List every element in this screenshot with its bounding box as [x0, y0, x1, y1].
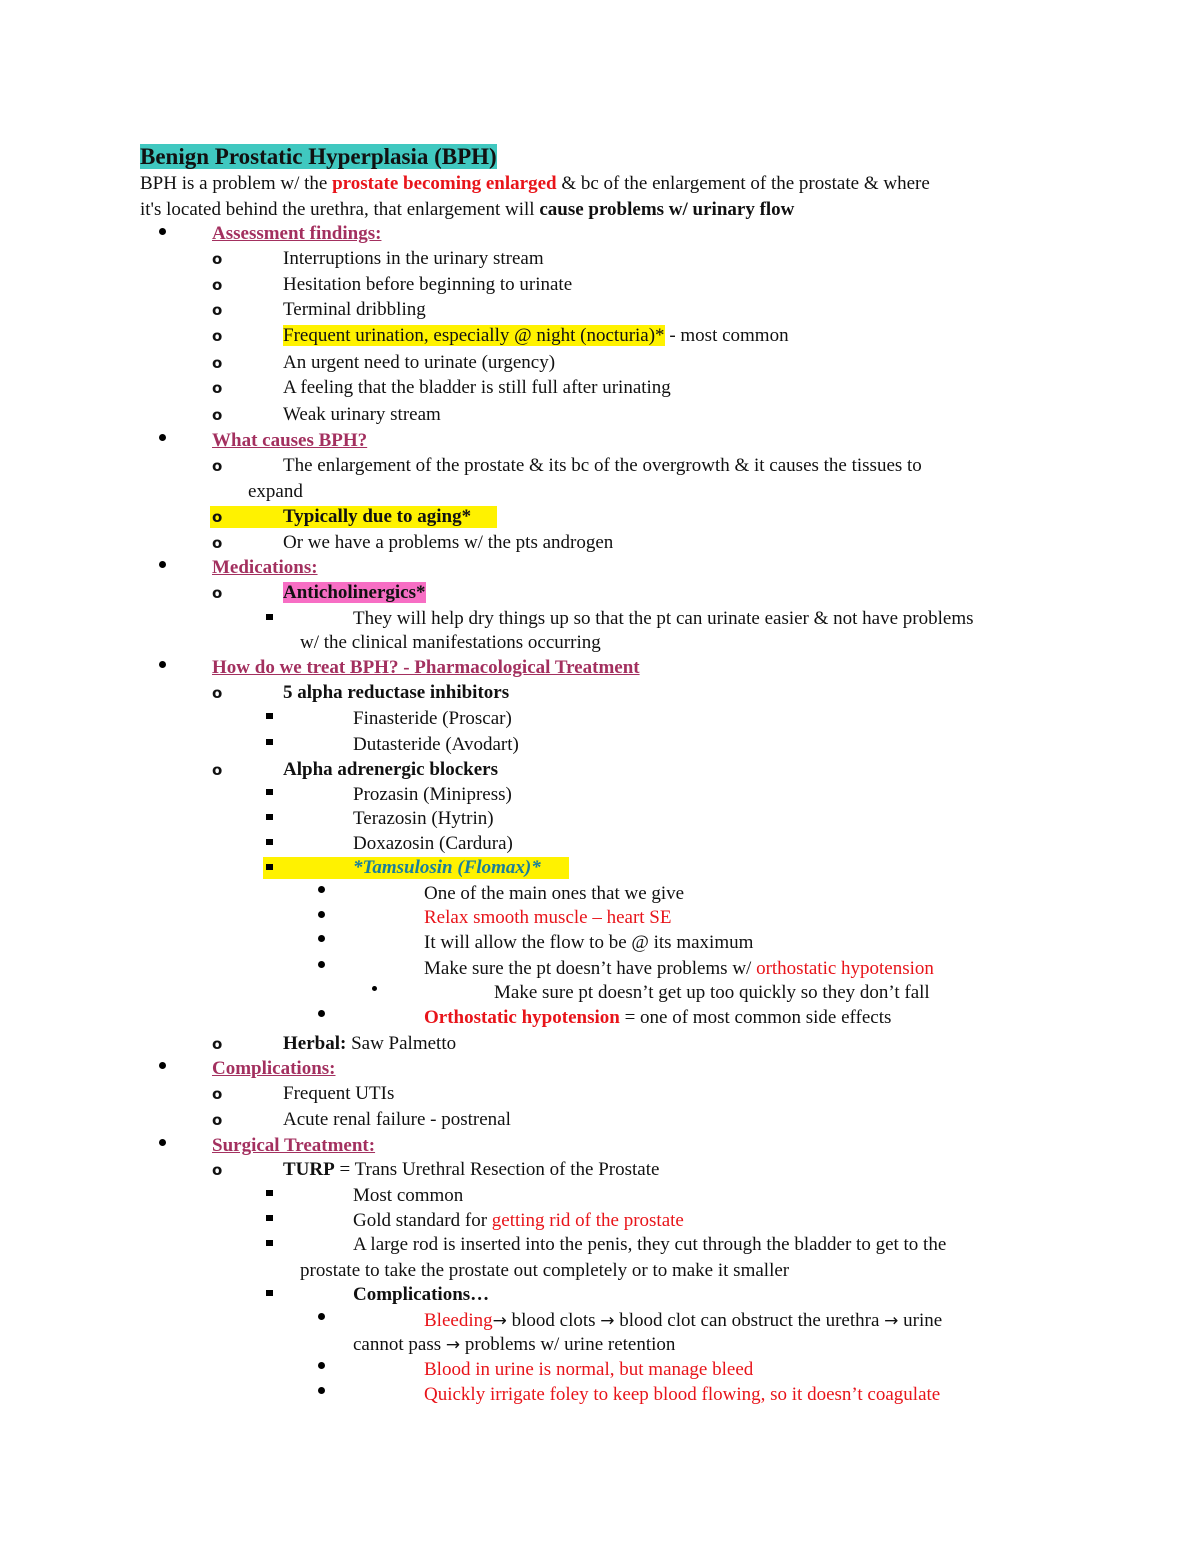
intro-line-1: BPH is a problem w/ the prostate becoming enlarged & bc of the enlargement of the prostate & where	[140, 173, 930, 194]
arrow-right-icon: →	[492, 1311, 507, 1331]
square-bullet-icon	[266, 839, 273, 845]
bullet-icon	[159, 561, 169, 571]
circle-bullet-icon: o	[212, 250, 223, 268]
list-item: Prozasin (Minipress)	[353, 784, 512, 805]
bullet-icon	[159, 1139, 169, 1149]
list-item: Make sure pt doesn’t get up too quickly so they don’t fall	[494, 982, 930, 1003]
list-item-continuation: expand	[248, 481, 303, 502]
list-item: Gold standard for getting rid of the prostate	[353, 1210, 684, 1231]
list-item: A large rod is inserted into the penis, they cut through the bladder to get to the	[353, 1234, 947, 1255]
list-item: Terazosin (Hytrin)	[353, 808, 494, 829]
list-item: Dutasteride (Avodart)	[353, 734, 519, 755]
circle-bullet-icon: o	[212, 508, 223, 526]
list-item: Or we have a problems w/ the pts androgen	[283, 532, 614, 553]
bullet-icon	[318, 886, 326, 894]
circle-bullet-icon: o	[212, 327, 223, 345]
list-item: They will help dry things up so that the pt can urinate easier & not have problems	[353, 608, 974, 629]
list-item: Terminal dribbling	[283, 299, 426, 320]
list-item-aging: Typically due to aging*	[283, 506, 472, 527]
list-item: It will allow the flow to be @ its maximum	[424, 932, 754, 953]
group-title: 5 alpha reductase inhibitors	[283, 682, 510, 703]
list-item-anticholinergics: Anticholinergics*	[283, 582, 426, 603]
bullet-icon	[159, 434, 169, 444]
circle-bullet-icon: o	[212, 406, 223, 424]
square-bullet-icon	[266, 713, 273, 719]
list-item: Finasteride (Proscar)	[353, 708, 512, 729]
circle-bullet-icon: o	[212, 354, 223, 372]
bullet-icon	[318, 935, 326, 943]
list-item-tamsulosin: *Tamsulosin (Flomax)*	[353, 857, 541, 878]
bullet-icon	[318, 1010, 326, 1018]
circle-bullet-icon: o	[212, 457, 223, 475]
bullet-icon	[159, 228, 169, 238]
list-item: Frequent UTIs	[283, 1083, 395, 1104]
circle-bullet-icon: o	[212, 761, 223, 779]
circle-bullet-icon: o	[212, 534, 223, 552]
arrow-right-icon: →	[884, 1311, 899, 1331]
list-item: Relax smooth muscle – heart SE	[424, 907, 672, 928]
list-item: Blood in urine is normal, but manage bleed	[424, 1359, 754, 1380]
bullet-icon	[372, 986, 378, 992]
bullet-icon	[318, 911, 326, 919]
causes-heading: What causes BPH?	[212, 430, 368, 451]
group-title: Alpha adrenergic blockers	[283, 759, 498, 780]
circle-bullet-icon: o	[212, 584, 223, 602]
square-bullet-icon	[266, 1190, 273, 1196]
circle-bullet-icon: o	[212, 1085, 223, 1103]
circle-bullet-icon: o	[212, 301, 223, 319]
list-item: The enlargement of the prostate & its bc of the overgrowth & it causes the tissues to	[283, 455, 922, 476]
intro-red-phrase: prostate becoming enlarged	[332, 173, 557, 194]
square-bullet-icon	[266, 1240, 273, 1246]
square-bullet-icon	[266, 614, 273, 620]
circle-bullet-icon: o	[212, 684, 223, 702]
list-item-continuation: w/ the clinical manifestations occurring	[300, 632, 601, 653]
arrow-right-icon: →	[445, 1335, 461, 1355]
circle-bullet-icon: o	[212, 276, 223, 294]
bullet-icon	[159, 661, 169, 671]
medications-heading: Medications:	[212, 557, 318, 578]
arrow-right-icon: →	[600, 1311, 615, 1331]
list-item: A feeling that the bladder is still full after urinating	[283, 377, 671, 398]
treatment-heading: How do we treat BPH? - Pharmacological Treatment	[212, 657, 640, 678]
list-item-continuation: cannot pass → problems w/ urine retention	[353, 1334, 676, 1355]
list-item-nocturia: Frequent urination, especially @ night (nocturia)* - most common	[283, 325, 789, 346]
circle-bullet-icon: o	[212, 379, 223, 397]
surgical-heading: Surgical Treatment:	[212, 1135, 376, 1156]
circle-bullet-icon: o	[212, 1111, 223, 1129]
list-item-turp: TURP = Trans Urethral Resection of the Prostate	[283, 1159, 660, 1180]
list-item: An urgent need to urinate (urgency)	[283, 352, 556, 373]
list-item-continuation: prostate to take the prostate out completely or to make it smaller	[300, 1260, 790, 1281]
square-bullet-icon	[266, 1215, 273, 1221]
assessment-heading: Assessment findings:	[212, 223, 382, 244]
list-item: Weak urinary stream	[283, 404, 441, 425]
complications-heading: Complications:	[212, 1058, 336, 1079]
complications-subheading: Complications…	[353, 1284, 490, 1305]
intro-line-2: it's located behind the urethra, that enlargement will cause problems w/ urinary flow	[140, 199, 795, 220]
list-item: One of the main ones that we give	[424, 883, 685, 904]
square-bullet-icon	[266, 789, 273, 795]
list-item: Interruptions in the urinary stream	[283, 248, 544, 269]
list-item: Acute renal failure - postrenal	[283, 1109, 511, 1130]
square-bullet-icon	[266, 864, 273, 870]
list-item: Hesitation before beginning to urinate	[283, 274, 573, 295]
list-item-herbal: Herbal: Saw Palmetto	[283, 1033, 457, 1054]
list-item: Most common	[353, 1185, 464, 1206]
square-bullet-icon	[266, 1290, 273, 1296]
bullet-icon	[318, 961, 326, 969]
circle-bullet-icon: o	[212, 1161, 223, 1179]
list-item: Quickly irrigate foley to keep blood flowing, so it doesn’t coagulate	[424, 1384, 941, 1405]
circle-bullet-icon: o	[212, 1035, 223, 1053]
square-bullet-icon	[266, 814, 273, 820]
page-title	[140, 142, 497, 172]
bullet-icon	[318, 1362, 326, 1370]
list-item: Doxazosin (Cardura)	[353, 833, 513, 854]
title-highlight: Benign Prostatic Hyperplasia (BPH)	[140, 144, 497, 169]
list-item: Orthostatic hypotension = one of most common side effects	[424, 1007, 892, 1028]
list-item-bleeding: Bleeding→ blood clots → blood clot can obstruct the urethra → urine	[424, 1310, 943, 1331]
list-item: Make sure the pt doesn’t have problems w/ orthostatic hypotension	[424, 958, 934, 979]
square-bullet-icon	[266, 739, 273, 745]
bullet-icon	[318, 1387, 326, 1395]
bullet-icon	[159, 1062, 169, 1072]
bullet-icon	[318, 1313, 326, 1321]
